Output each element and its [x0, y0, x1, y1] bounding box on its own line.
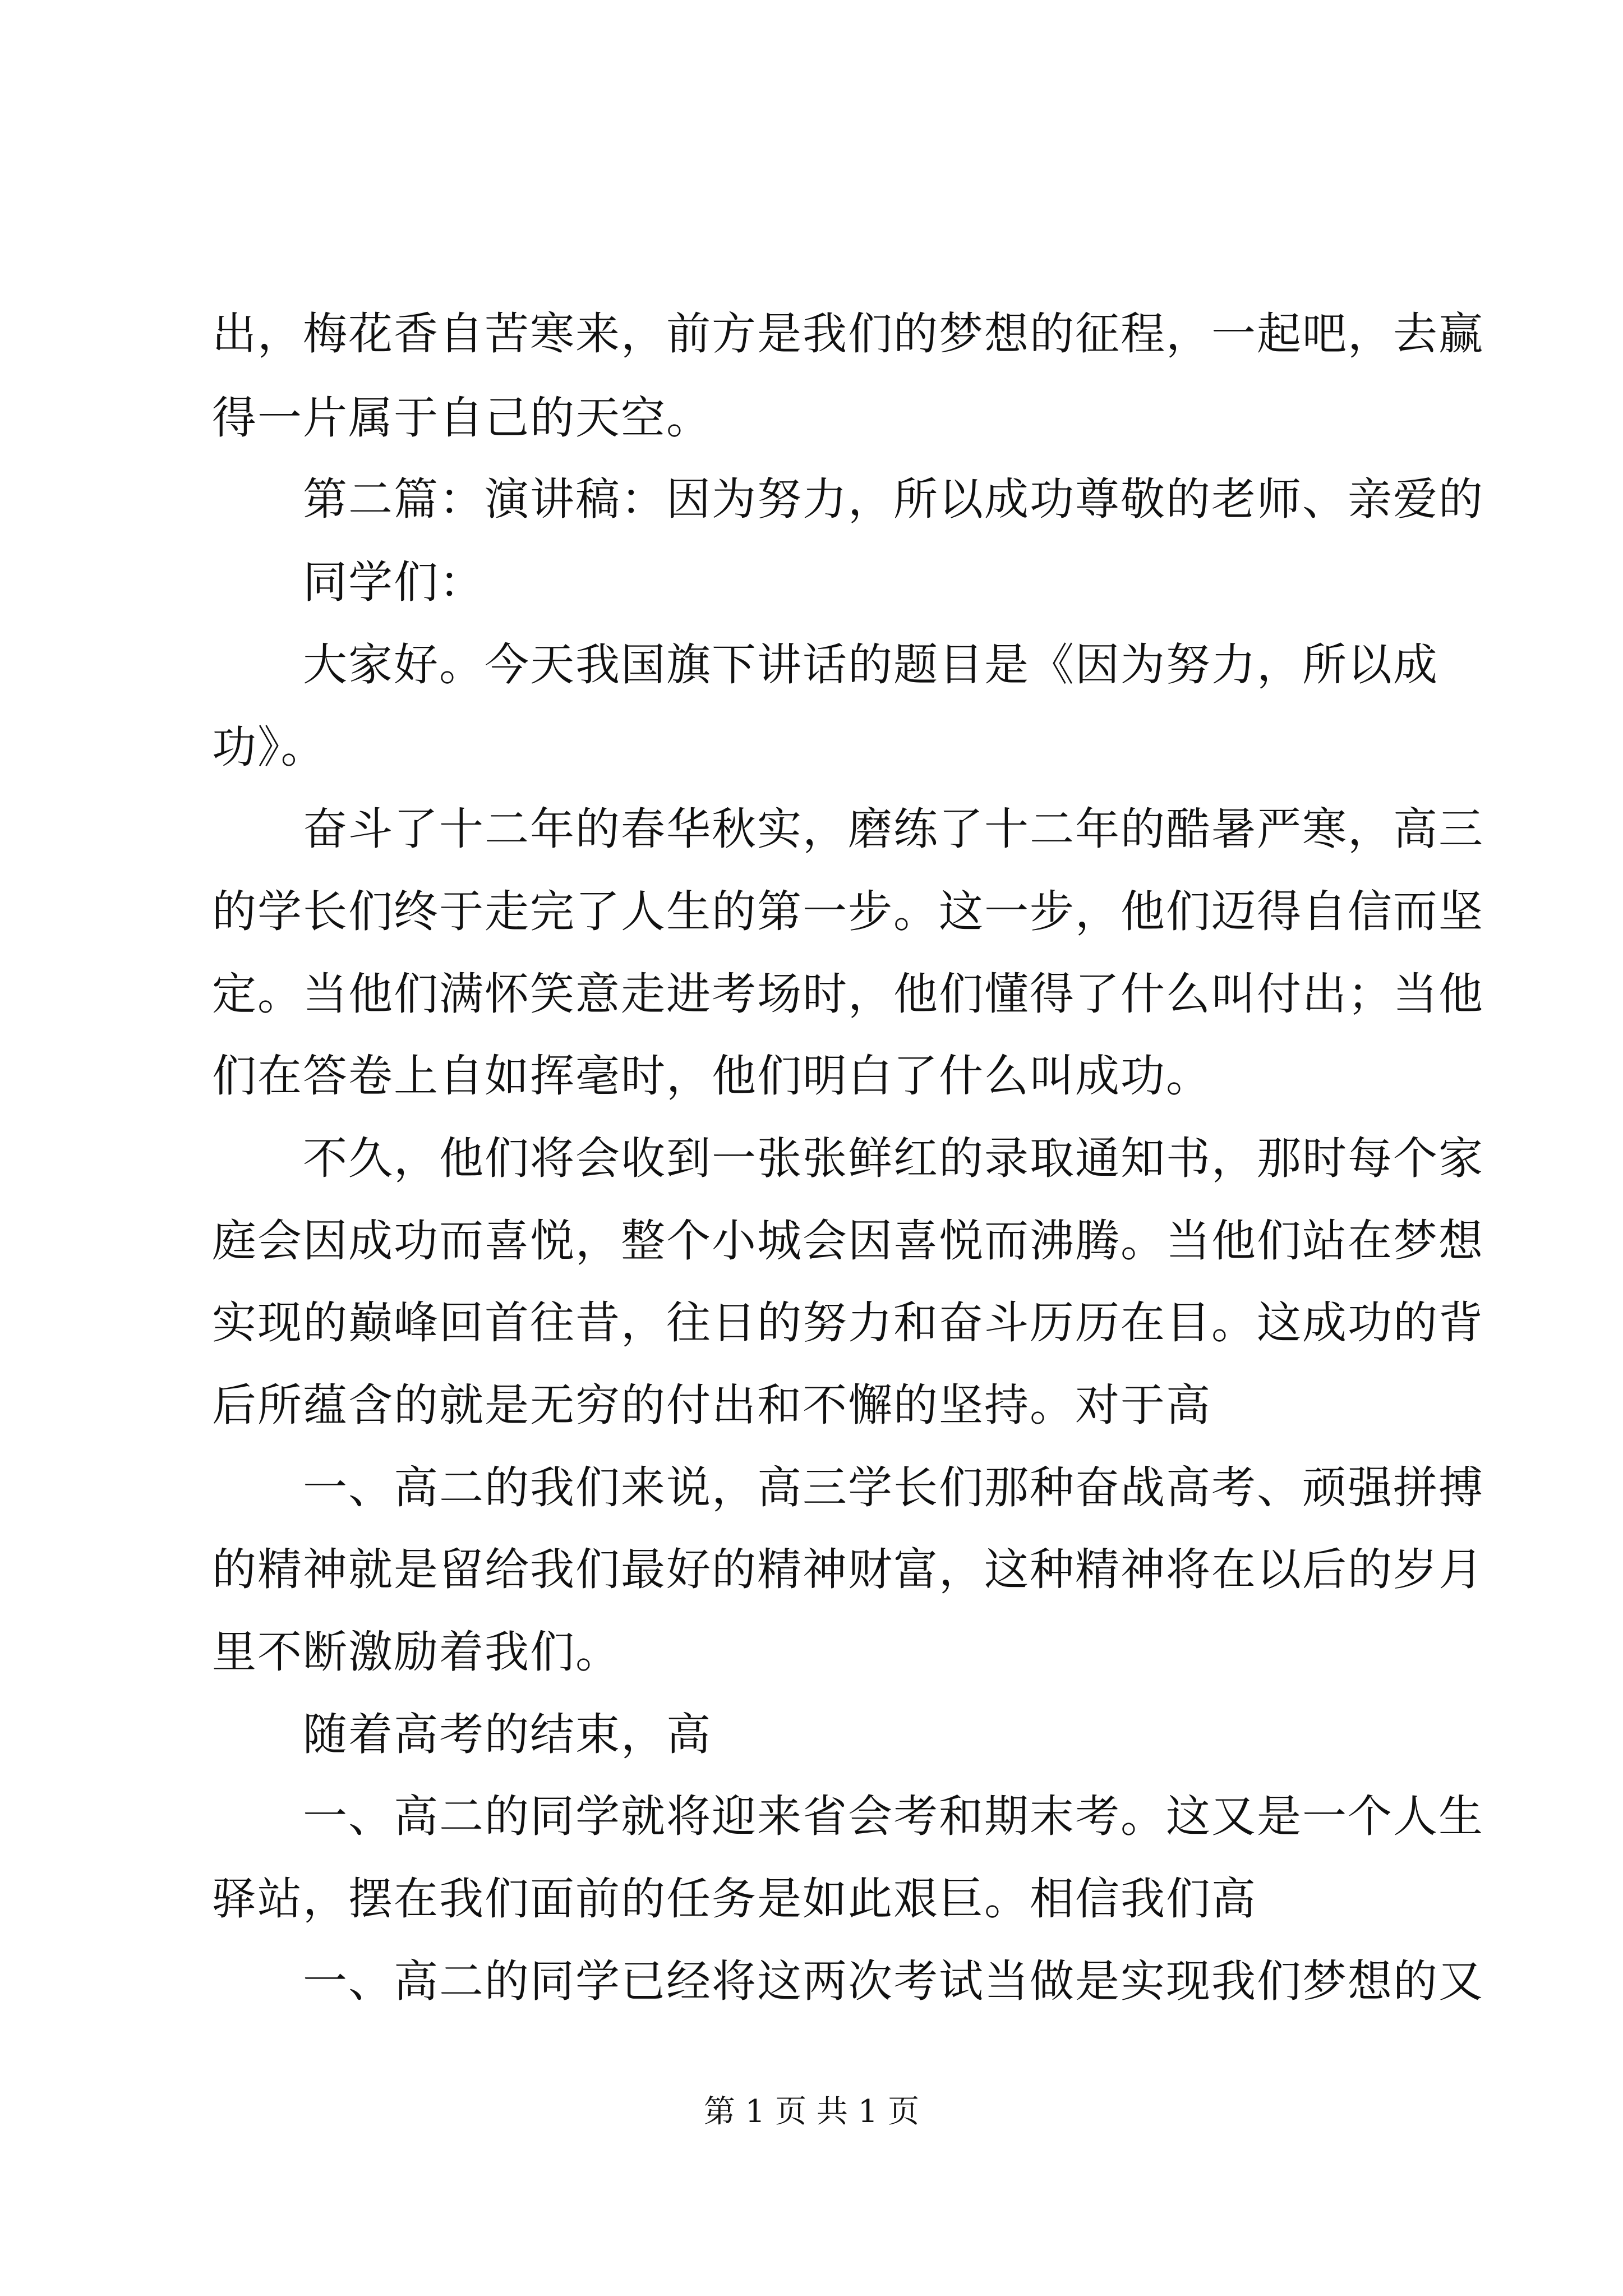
section-heading: 第二篇：演讲稿：因为努力，所以成功尊敬的老师、亲爱的: [303, 473, 1484, 525]
text-line: 不久，他们将会收到一张张鲜红的录取通知书，那时每个家: [303, 1133, 1484, 1184]
text-line: 得一片属于自己的天空。: [212, 392, 712, 444]
text-line: 奋斗了十二年的春华秋实，磨练了十二年的酷暑严寒，高三: [303, 803, 1484, 855]
text-line: 随着高考的结束，高: [303, 1709, 712, 1760]
text-line: 一、高二的同学已经将这两次考试当做是实现我们梦想的又: [303, 1955, 1484, 2007]
text-line: 庭会因成功而喜悦，整个小城会因喜悦而沸腾。当他们站在梦想: [212, 1215, 1484, 1267]
page-number-footer: 第 1 页 共 1 页: [703, 2093, 920, 2130]
text-line: 的精神就是留给我们最好的精神财富，这种精神将在以后的岁月: [212, 1544, 1484, 1595]
text-line: 里不断激励着我们。: [212, 1626, 621, 1678]
text-line: 功》。: [212, 721, 326, 773]
text-line: 驿站，摆在我们面前的任务是如此艰巨。相信我们高: [212, 1873, 1257, 1925]
text-line: 定。当他们满怀笑意走进考场时，他们懂得了什么叫付出；当他: [212, 968, 1484, 1020]
text-line: 们在答卷上自如挥毫时，他们明白了什么叫成功。: [212, 1050, 1211, 1102]
text-line: 出，梅花香自苦寒来，前方是我们的梦想的征程，一起吧，去赢: [212, 308, 1484, 360]
text-line: 大家好。今天我国旗下讲话的题目是《因为努力，所以成: [303, 639, 1438, 691]
text-line: 同学们：: [303, 556, 485, 608]
text-line: 的学长们终于走完了人生的第一步。这一步，他们迈得自信而坚: [212, 886, 1484, 937]
text-line: 一、高二的我们来说，高三学长们那种奋战高考、顽强拼搏: [303, 1462, 1484, 1513]
text-line: 一、高二的同学就将迎来省会考和期末考。这又是一个人生: [303, 1791, 1484, 1842]
text-line: 实现的巅峰回首往昔，往日的努力和奋斗历历在目。这成功的背: [212, 1297, 1484, 1349]
text-line: 后所蕴含的就是无穷的付出和不懈的坚持。对于高: [212, 1379, 1211, 1431]
